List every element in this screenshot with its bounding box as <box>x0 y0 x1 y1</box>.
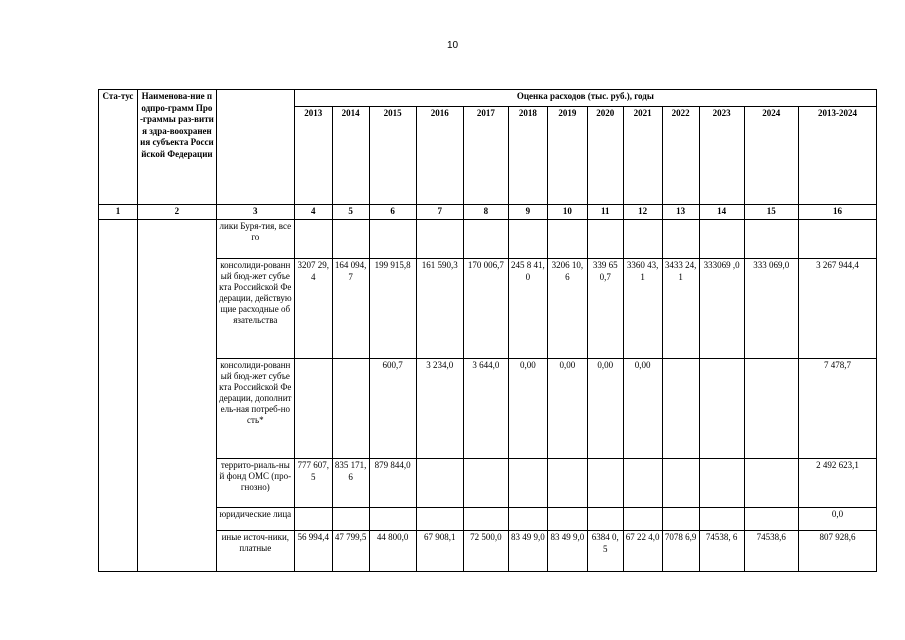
value-cell <box>294 508 332 531</box>
value-cell <box>547 220 587 259</box>
value-cell: 0,00 <box>587 359 623 459</box>
value-cell: 2 492 623,1 <box>798 459 876 508</box>
value-cell: 339 650,7 <box>587 259 623 359</box>
value-cell <box>587 459 623 508</box>
funding-source: лики Буря-тия, всего <box>216 220 294 259</box>
value-cell: 879 844,0 <box>369 459 416 508</box>
value-cell: 3433 24,1 <box>662 259 699 359</box>
value-cell: 777 607,5 <box>294 459 332 508</box>
column-number: 13 <box>662 205 699 220</box>
value-cell: 56 994,4 <box>294 531 332 572</box>
value-cell: 164 094,7 <box>332 259 369 359</box>
column-number: 14 <box>699 205 744 220</box>
subprogram-cell-empty <box>137 220 216 572</box>
table-row <box>99 220 877 259</box>
value-cell: 3360 43,1 <box>623 259 662 359</box>
year-2015: 2015 <box>369 107 416 205</box>
value-cell: 74538, 6 <box>699 531 744 572</box>
value-cell: 333 069,0 <box>744 259 798 359</box>
value-cell: 0,0 <box>798 508 876 531</box>
column-number: 15 <box>744 205 798 220</box>
value-cell <box>547 459 587 508</box>
value-cell: 83 49 9,0 <box>508 531 547 572</box>
year-2018: 2018 <box>508 107 547 205</box>
value-cell <box>369 508 416 531</box>
value-cell: 3 267 944,4 <box>798 259 876 359</box>
value-cell <box>744 459 798 508</box>
value-cell <box>662 220 699 259</box>
value-cell <box>798 220 876 259</box>
value-cell <box>744 220 798 259</box>
value-cell <box>463 508 508 531</box>
value-cell <box>623 508 662 531</box>
value-cell <box>332 508 369 531</box>
value-cell: 7078 6,9 <box>662 531 699 572</box>
year-2017: 2017 <box>463 107 508 205</box>
value-cell <box>508 508 547 531</box>
column-number: 10 <box>547 205 587 220</box>
value-cell <box>662 359 699 459</box>
funding-source: консолиди-рованный бюд-жет субъекта Российской Федерации, дополнитель-ная потреб-ность* <box>216 359 294 459</box>
column-number: 4 <box>294 205 332 220</box>
header-name: Наименова-ние подпро-грамм Про-граммы раз-вития здра-воохранения субъекта Российской Федерации <box>137 90 216 205</box>
status-cell-empty <box>99 220 138 572</box>
value-cell <box>744 359 798 459</box>
value-cell: 600,7 <box>369 359 416 459</box>
year-2014: 2014 <box>332 107 369 205</box>
value-cell: 74538,6 <box>744 531 798 572</box>
header-estimate: Оценка расходов (тыс. руб.), годы <box>294 90 876 107</box>
value-cell <box>623 220 662 259</box>
value-cell <box>416 459 463 508</box>
header-status: Ста-тус <box>99 90 138 205</box>
value-cell <box>463 220 508 259</box>
value-cell <box>508 220 547 259</box>
year-2020: 2020 <box>587 107 623 205</box>
value-cell <box>369 220 416 259</box>
value-cell <box>699 508 744 531</box>
value-cell: 83 49 9,0 <box>547 531 587 572</box>
value-cell: 67 22 4,0 <box>623 531 662 572</box>
column-number: 2 <box>137 205 216 220</box>
page-number: 10 <box>446 40 459 51</box>
year-2013: 2013 <box>294 107 332 205</box>
year-2022: 2022 <box>662 107 699 205</box>
column-number-row <box>99 205 877 220</box>
value-cell: 0,00 <box>547 359 587 459</box>
column-number: 11 <box>587 205 623 220</box>
column-number: 7 <box>416 205 463 220</box>
value-cell <box>416 220 463 259</box>
value-cell: 3207 29,4 <box>294 259 332 359</box>
value-cell: 0,00 <box>508 359 547 459</box>
value-cell: 7 478,7 <box>798 359 876 459</box>
header-col3 <box>216 90 294 205</box>
value-cell <box>294 220 332 259</box>
funding-source: иные источ-ники, платные <box>216 531 294 572</box>
value-cell <box>294 359 332 459</box>
value-cell: 333069 ,0 <box>699 259 744 359</box>
header-row-1 <box>99 90 877 107</box>
value-cell <box>662 459 699 508</box>
value-cell: 72 500,0 <box>463 531 508 572</box>
value-cell: 44 800,0 <box>369 531 416 572</box>
year-total: 2013-2024 <box>798 107 876 205</box>
column-number: 16 <box>798 205 876 220</box>
column-number: 6 <box>369 205 416 220</box>
value-cell: 0,00 <box>623 359 662 459</box>
value-cell <box>699 220 744 259</box>
value-cell: 3206 10,6 <box>547 259 587 359</box>
value-cell: 67 908,1 <box>416 531 463 572</box>
value-cell <box>416 508 463 531</box>
column-number: 1 <box>99 205 138 220</box>
funding-source: юридические лица <box>216 508 294 531</box>
column-number: 8 <box>463 205 508 220</box>
value-cell: 199 915,8 <box>369 259 416 359</box>
year-2019: 2019 <box>547 107 587 205</box>
value-cell <box>623 459 662 508</box>
value-cell: 6384 0,5 <box>587 531 623 572</box>
value-cell: 47 799,5 <box>332 531 369 572</box>
value-cell <box>699 359 744 459</box>
value-cell <box>662 508 699 531</box>
value-cell <box>463 459 508 508</box>
column-number: 5 <box>332 205 369 220</box>
value-cell <box>547 508 587 531</box>
value-cell <box>699 459 744 508</box>
funding-source: консолиди-рованный бюд-жет субъекта Российской Федерации, действующие расходные обязательства <box>216 259 294 359</box>
column-number: 12 <box>623 205 662 220</box>
expenditure-table <box>98 89 877 572</box>
column-number: 9 <box>508 205 547 220</box>
value-cell <box>587 220 623 259</box>
value-cell: 245 8 41,0 <box>508 259 547 359</box>
value-cell <box>587 508 623 531</box>
value-cell: 835 171,6 <box>332 459 369 508</box>
value-cell <box>744 508 798 531</box>
value-cell: 3 644,0 <box>463 359 508 459</box>
funding-source: террито-риаль-ный фонд ОМС (про-гнозно) <box>216 459 294 508</box>
value-cell <box>332 359 369 459</box>
value-cell: 170 006,7 <box>463 259 508 359</box>
year-2024: 2024 <box>744 107 798 205</box>
year-2023: 2023 <box>699 107 744 205</box>
year-2016: 2016 <box>416 107 463 205</box>
column-number: 3 <box>216 205 294 220</box>
year-2021: 2021 <box>623 107 662 205</box>
value-cell: 807 928,6 <box>798 531 876 572</box>
value-cell: 3 234,0 <box>416 359 463 459</box>
table-body <box>99 90 877 572</box>
value-cell <box>508 459 547 508</box>
value-cell <box>332 220 369 259</box>
value-cell: 161 590,3 <box>416 259 463 359</box>
